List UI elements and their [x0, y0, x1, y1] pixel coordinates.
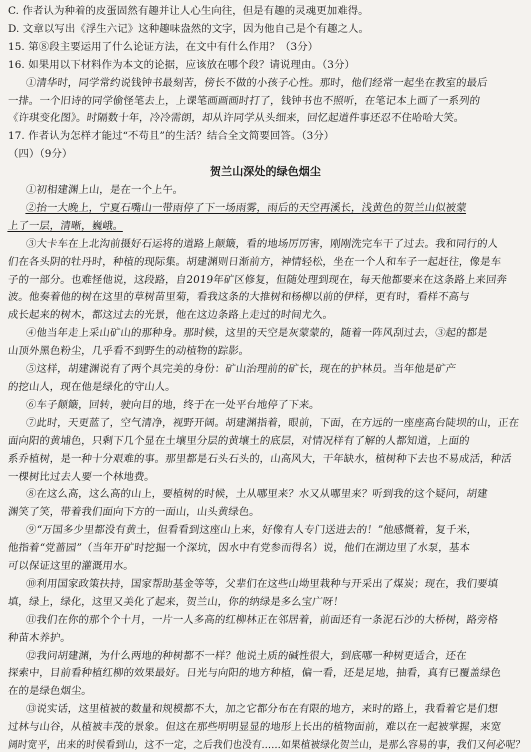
para-5-line-1: ⑤这样，胡建渊说有了两个具完美的身份：矿山治理前的矿长，现在的护林员。当年他是矿产	[25, 363, 457, 375]
para-3-line-4: 波。他奏着他的树在这里的草树苗里菊，看我这条的大推树和杨柳以前的伊样，更有时，看样不高与	[7, 291, 471, 304]
material-line-1: ①清华时，同学常约说钱钟书最刻苦，傍长不做的小孩子心性。那时，他们经常一起坐在教室的最后	[25, 76, 489, 89]
para-4-line-1: ④他当年走上采山矿山的那种身。那时候，这里的天空是灰蒙蒙的，随着一阵风刮过去，③起的都是	[25, 327, 489, 340]
para-12-line-1: ⑫我问胡建渊，为什么两地的种树都不一样？他说土质的碱性很大，到底哪一种树更适合，还在	[25, 649, 468, 662]
question-15: 15. 第⑧段主要运用了什么论证方法，在文中有什么作用？（3分）	[8, 40, 319, 53]
para-2-line-1: ②抬一大晚上，宁夏石嘴山一带雨停了下一场雨雾，雨后的天空再溪长，浅黄色的贺兰山似被蒙	[25, 201, 468, 214]
para-13-line-1: ⑬说实话，这里植被的数量和规模都不大，加之它都分布在有限的地方，来时的路上，我看着它是们想	[25, 703, 499, 716]
article-title: 贺兰山深处的绿色烟尘	[210, 165, 321, 179]
para-2-line-2: 上了一层，清晰，巍峨。	[7, 219, 125, 232]
para-5-line-2: 的挖山人，现在他是绿化的守山人。	[7, 381, 177, 393]
para-11-line-2: 种苗木养护。	[7, 631, 72, 644]
para-12-line-2: 探索中，目前看种植红柳的效果最好。日光与向阳的地方种植，偏一看，还是足地，抽看，真有已覆盖绿色	[7, 667, 502, 680]
para-10-line-2: 填，绿上，绿化，这里又美化了起来，贺兰山，你的纳绿是多么宝广呀！	[7, 595, 345, 608]
para-4-line-2: 山顶外黑色粉尘，几乎看不到野生的动植物的踪影。	[7, 345, 250, 358]
para-3-line-1: ③大卡车在上北沟前摄好石运将的道路上颠簸，看的地场厉厉害，刚刚洗完车干了过去。我和同行的人	[25, 237, 499, 250]
para-13-line-2: 过林与山谷，从植被丰茂的景象。但这在那些明明显显的地形上长出的植物面前，难以在一起被掌握，来宽	[7, 721, 502, 734]
option-c: C. 作者认为种着的皮蛋固然有趣并让人心生向往，但是有趣的灵魂更加难得。	[8, 5, 369, 17]
para-3-line-5: 成长起来的树木，都这过去的光景，他在这边条路上走过的时间尤久。	[7, 309, 334, 322]
section-heading: （四）（9分）	[8, 148, 73, 161]
para-7-line-2: 面向阳的黄埔色，只剩下几个显在土壤里分层的黄壤土的底层，对情况样有了解的人都知道，上面的	[7, 434, 471, 447]
question-17: 17. 作者认为怎样才能过“不苟且”的生活？结合全文简要回答。（3分）	[8, 130, 335, 143]
para-12-line-3: 在的是绿色烟尘。	[7, 685, 93, 698]
para-7-line-3: 系乔植树，是一种十分艰难的事。那里都是石头石头的，山高风大，干年缺水，植树种下去也不易成活，种活	[7, 452, 513, 465]
para-9-line-3: 可以保证这里的灌溉用水。	[7, 560, 135, 572]
para-7-line-4: 一棵树比过去人要一个林地费。	[7, 470, 156, 483]
para-9-line-1: ⑨“万国多少里都没有黄土，但看看到这座山上来，好像有人专门送进去的！”他感慨着，复千米，	[25, 524, 479, 537]
option-d: D. 文章以写出《浮生六记》这种趣味盎然的文字，因为他自己是个有趣之人。	[8, 22, 370, 35]
question-16: 16. 如果用以下材料作为本文的论据，应该放在哪个段？请说理由。（3分）	[8, 58, 355, 71]
para-8-line-2: 渊笑了笑，带着我们面向下方的一面山，山头黄绿色。	[7, 506, 261, 519]
para-11-line-1: ⑪我们在你的那个个十月，一片一人多高的红柳林正在邻居着，前面还有一条泥石沙的大桥树，路旁格	[25, 613, 499, 626]
para-3-line-3: 子的一部分。也难怪他说，这段路，自2019年矿区修复，但随处理到现在，每天他都要来在这条路上来回奔	[7, 273, 508, 286]
para-13-line-3: 阔时宽平，出来的时侯看到山，这不一定，之后我们也没有……如果植被绿化贺兰山，是那么容易的事，我们又何必呢？	[7, 739, 526, 751]
para-3-line-2: 们在各头阴的牡丹时，种植的现际集。胡建渊则日渐前方，神情轻松，坐在一个人和车子一起赶往，像是车	[7, 255, 502, 268]
para-8-line-1: ⑧在这么高，这么高的山上，要植树的时候，土从哪里来？水又从哪里来？听到我的这个疑问，胡建	[25, 488, 489, 501]
para-6: ⑥车子颠簸，回转，驶向目的地，终于在一处平台地停了下来。	[25, 398, 321, 411]
para-10-line-1: ⑩利用国家政策扶持，国家帮助基金等等，父辈们在这些山坳里栽种与开采出了煤炭；现在，我们要填	[25, 577, 499, 590]
material-line-3: 《许琪变化图》。时隔数十年，冷冷需朗，却从许同学从头细来，回忆起道件事还忍不住哈哈大笑。	[7, 112, 466, 125]
para-1: ①初相建渊上山，是在一个上午。	[25, 184, 184, 196]
para-9-line-2: 他指着“党蔷园”（当年开矿时挖掘一个深坑，因水中有党参而得名）说，他们在湖边里了水泵，基本	[7, 542, 471, 555]
para-7-line-1: ⑦此时，天更蓝了，空气清净，视野开阔。胡建渊指着，眼前，下面，在方远的一座座高台陡坝的山，正在	[25, 416, 520, 429]
material-line-2: 一排。一个旧诗的同学偷怪笔去上，上课笔画画画时打了，钱钟书也不照听，在笔记本上画了一系列的	[7, 94, 481, 107]
